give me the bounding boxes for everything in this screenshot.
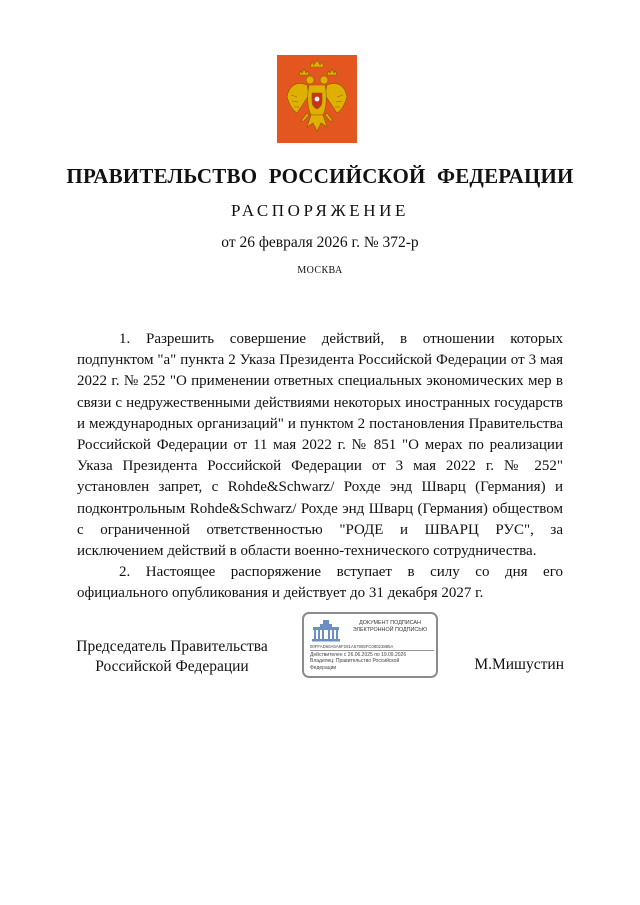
document-date-number: от 26 февраля 2026 г. № 372-р <box>221 234 419 251</box>
stamp-owner-line-2: Федерации <box>310 664 337 671</box>
stamp-heading-line-2: ЭЛЕКТРОННОЙ ПОДПИСЬЮ <box>352 627 428 633</box>
stamp-divider <box>310 650 434 651</box>
signer-position-line-1: Председатель Правительства <box>76 638 268 655</box>
paragraph-2: 2. Настоящее распоряжение вступает в силу со дня его официального опубликования и действует до 31 декабря 2027 г. <box>77 564 563 602</box>
coat-of-arms-icon <box>277 55 357 143</box>
government-building-icon <box>310 619 342 643</box>
electronic-signature-stamp <box>302 612 438 678</box>
signer-name: М.Мишустин <box>474 656 564 673</box>
stamp-valid-dates: Действителен с 26.06.2025 по 19.09.2026 <box>310 652 407 658</box>
government-title: ПРАВИТЕЛЬСТВО РОССИЙСКОЙ ФЕДЕРАЦИИ <box>66 164 574 188</box>
document-type: РАСПОРЯЖЕНИЕ <box>230 201 410 220</box>
stamp-validity <box>310 652 436 671</box>
document-city: МОСКВА <box>297 265 343 276</box>
stamp-owner-line-1: Владелец: Правительство Российской <box>310 658 400 665</box>
signer-position-line-2: Российской Федерации <box>95 658 249 675</box>
paragraph-1: 1. Разрешить совершение действий, в отношении которых подпунктом "а" пункта 2 Указа Президента Российской Федерации от 3 мая 2022 г. № 252 "О применении ответных специальных экономических мер в связи с недружественными действиями некоторых иностранных государств и международных организаций" и пунктом 2 постановления Правительства Российской Федерации от 11 мая 2022 г. № 851 "О мерах по реализации Указа Президента Российской Федерации от 3 мая 2022 г. № 252" установлен запрет, с Rohde&Schwarz/ Рохде энд Шварц (Германия) и подконтрольным Rohde&Schwarz/ Рохде энд Шварц (Германия) обществом с ограниченной ответственностью "РОДЕ и ШВАРЦ РУС", за исключением действий в области военно-технического сотрудничества. <box>77 331 563 560</box>
stamp-certificate: 00FFAD60A5A6F291A57905FC08023885A <box>310 644 394 649</box>
document-body <box>77 329 563 605</box>
stamp-heading <box>344 620 436 634</box>
signer-position <box>72 637 272 677</box>
stamp-heading-line-1: ДОКУМЕНТ ПОДПИСАН <box>359 620 421 626</box>
